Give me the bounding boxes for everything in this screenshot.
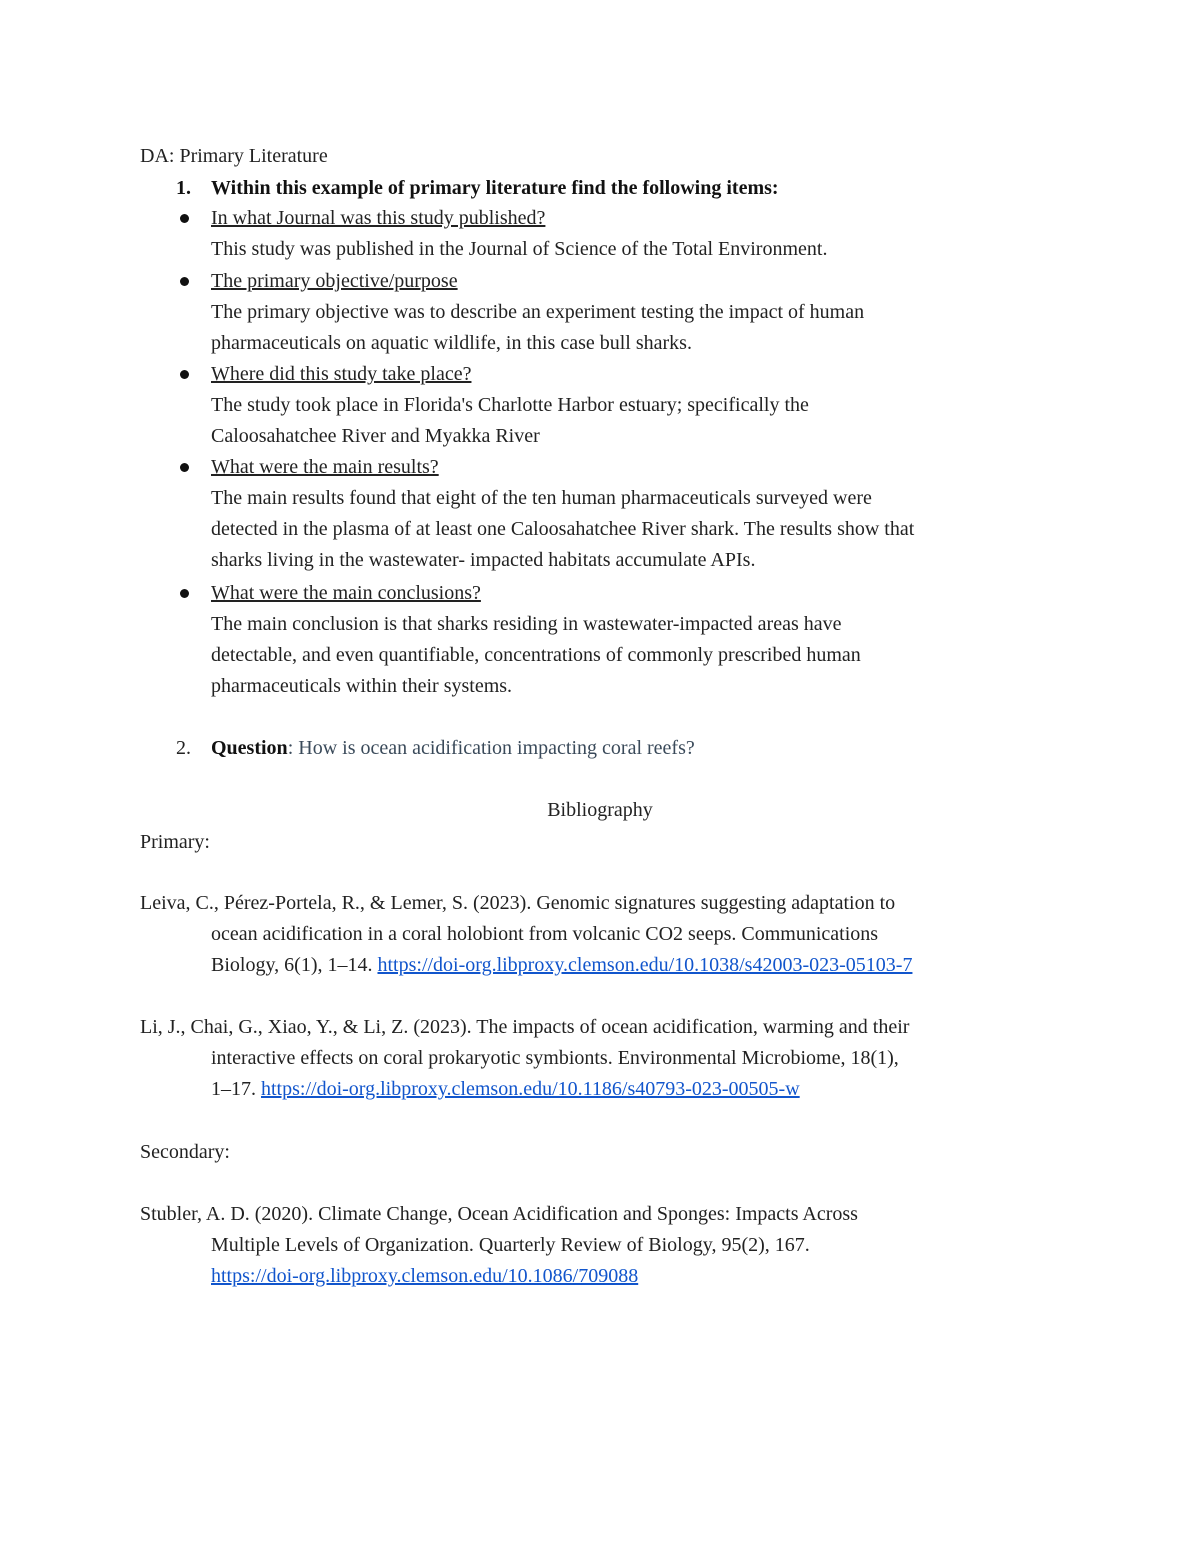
bullet-icon (180, 214, 189, 223)
reference-li-line-2: interactive effects on coral prokaryotic symbionts. Environmental Microbiome, 18(1), (211, 1047, 899, 1069)
reference-leiva-line-2: ocean acidification in a coral holobiont from volcanic CO2 seeps. Communications (211, 923, 879, 945)
reference-stubler-line-1: Stubler, A. D. (2020). Climate Change, Ocean Acidification and Sponges: Impacts Across (140, 1203, 858, 1225)
reference-leiva-line-1: Leiva, C., Pérez-Portela, R., & Lemer, S. (2023). Genomic signatures suggesting adaptation to (140, 892, 896, 914)
answer-journal-line-1: This study was published in the Journal of Science of the Total Environment. (211, 238, 828, 260)
question-separator: : (287, 737, 294, 759)
bullet-icon (180, 277, 189, 286)
bullet-icon (180, 463, 189, 472)
answer-location-line-2: Caloosahatchee River and Myakka River (211, 425, 540, 447)
section-1-heading: Within this example of primary literature find the following items: (211, 177, 779, 199)
question-conclusions: What were the main conclusions? (211, 582, 481, 604)
reference-leiva-line-3 (211, 951, 912, 979)
bullet-icon (180, 589, 189, 598)
bullet-icon (180, 370, 189, 379)
answer-results-line-1: The main results found that eight of the ten human pharmaceuticals surveyed were (211, 487, 872, 509)
reference-stubler-line-3 (211, 1262, 638, 1290)
answer-location-line-1: The study took place in Florida's Charlotte Harbor estuary; specifically the (211, 394, 809, 416)
reference-leiva-prefix: Biology, 6(1), 1–14. (211, 954, 378, 976)
document-title: DA: Primary Literature (140, 145, 328, 167)
question-location: Where did this study take place? (211, 363, 472, 385)
question-journal: In what Journal was this study published? (211, 207, 546, 229)
reference-leiva-doi-link[interactable]: https://doi-org.libproxy.clemson.edu/10.1038/s42003-023-05103-7 (377, 954, 913, 976)
question-results: What were the main results? (211, 456, 439, 478)
answer-conclusions-line-3: pharmaceuticals within their systems. (211, 675, 513, 697)
reference-stubler-line-2: Multiple Levels of Organization. Quarterly Review of Biology, 95(2), 167. (211, 1234, 810, 1256)
question-text: How is ocean acidification impacting coral reefs? (293, 737, 695, 759)
primary-label: Primary: (140, 831, 210, 853)
answer-objective-line-1: The primary objective was to describe an experiment testing the impact of human (211, 301, 865, 323)
answer-results-line-2: detected in the plasma of at least one Caloosahatchee River shark. The results show that (211, 518, 915, 540)
answer-objective-line-2: pharmaceuticals on aquatic wildlife, in this case bull sharks. (211, 332, 692, 354)
section-2-number: 2. (176, 737, 191, 759)
reference-li-prefix: 1–17. (211, 1078, 261, 1100)
reference-li-line-3 (211, 1075, 800, 1103)
answer-conclusions-line-2: detectable, and even quantifiable, concentrations of commonly prescribed human (211, 644, 861, 666)
section-2-question (211, 734, 695, 762)
answer-results-line-3: sharks living in the wastewater- impacted habitats accumulate APIs. (211, 549, 756, 571)
answer-conclusions-line-1: The main conclusion is that sharks residing in wastewater-impacted areas have (211, 613, 842, 635)
question-objective: The primary objective/purpose (211, 270, 458, 292)
section-1-number: 1. (176, 177, 191, 199)
reference-li-line-1: Li, J., Chai, G., Xiao, Y., & Li, Z. (2023). The impacts of ocean acidification, warming and their (140, 1016, 910, 1038)
question-label: Question (211, 737, 288, 759)
bibliography-heading: Bibliography (547, 799, 653, 821)
reference-li-doi-link[interactable]: https://doi-org.libproxy.clemson.edu/10.1186/s40793-023-00505-w (261, 1078, 800, 1100)
secondary-label: Secondary: (140, 1141, 230, 1163)
reference-stubler-doi-link[interactable]: https://doi-org.libproxy.clemson.edu/10.1086/709088 (211, 1265, 639, 1287)
